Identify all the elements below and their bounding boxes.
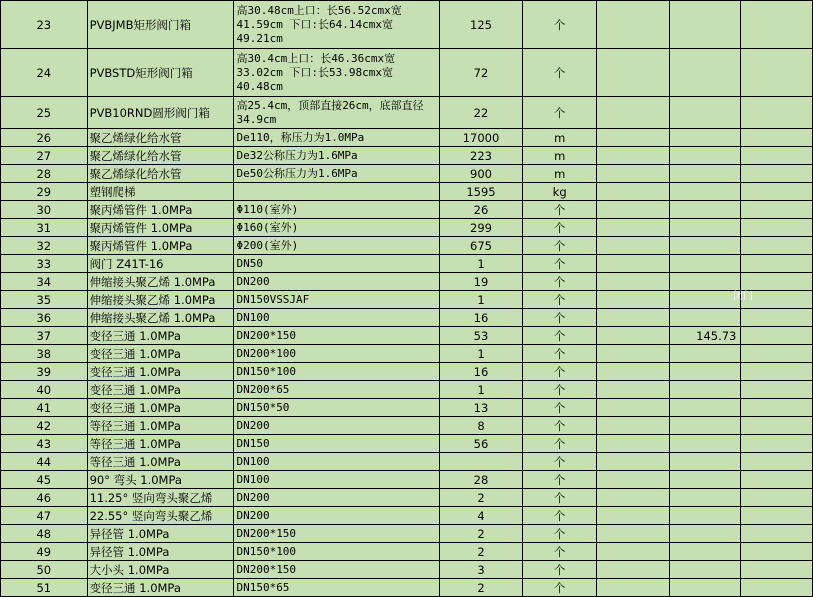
- table-row: [1, 183, 813, 201]
- empty-cell[interactable]: [596, 399, 669, 417]
- specification-cell[interactable]: DN150*100: [234, 543, 439, 561]
- unit-cell[interactable]: m: [523, 165, 597, 183]
- specification-cell[interactable]: DN200*65: [234, 381, 439, 399]
- unit-cell[interactable]: 个: [523, 435, 597, 453]
- empty-cell[interactable]: [741, 561, 813, 579]
- item-name-cell[interactable]: 聚丙烯管件 1.0MPa: [87, 201, 234, 219]
- row-number-cell[interactable]: 23: [1, 1, 88, 49]
- item-name-cell[interactable]: PVBSTD矩形阀门箱: [87, 49, 234, 97]
- empty-cell[interactable]: [741, 201, 813, 219]
- row-number-cell[interactable]: 33: [1, 255, 88, 273]
- stray-cell-text: 闭门: [733, 291, 753, 302]
- empty-cell[interactable]: [596, 97, 669, 129]
- empty-cell[interactable]: [596, 219, 669, 237]
- item-name-cell[interactable]: 大小头 1.0MPa: [87, 561, 234, 579]
- empty-cell[interactable]: [596, 309, 669, 327]
- table-row: [1, 309, 813, 327]
- quantity-cell[interactable]: 2: [439, 579, 523, 597]
- empty-cell[interactable]: [596, 1, 669, 49]
- row-number-cell[interactable]: 35: [1, 291, 88, 309]
- table-row: [1, 129, 813, 147]
- unit-price-cell[interactable]: [669, 453, 741, 471]
- specification-cell[interactable]: DN200: [234, 507, 439, 525]
- empty-cell[interactable]: [596, 291, 669, 309]
- item-name-cell[interactable]: 变径三通 1.0MPa: [87, 381, 234, 399]
- quantity-cell[interactable]: 2: [439, 543, 523, 561]
- unit-price-cell[interactable]: [669, 291, 741, 309]
- row-number-cell[interactable]: 44: [1, 453, 88, 471]
- unit-price-cell[interactable]: [669, 561, 741, 579]
- quantity-cell[interactable]: [439, 453, 523, 471]
- empty-cell[interactable]: [741, 507, 813, 525]
- item-name-cell[interactable]: 90° 弯头 1.0MPa: [87, 471, 234, 489]
- item-name-cell[interactable]: 异径管 1.0MPa: [87, 525, 234, 543]
- unit-price-cell[interactable]: [669, 165, 741, 183]
- unit-cell[interactable]: m: [523, 129, 597, 147]
- specification-cell[interactable]: DN200*150: [234, 525, 439, 543]
- table-row: [1, 579, 813, 597]
- unit-price-cell[interactable]: [669, 237, 741, 255]
- empty-cell[interactable]: [741, 97, 813, 129]
- unit-cell[interactable]: m: [523, 147, 597, 165]
- item-name-cell[interactable]: 聚乙烯绿化给水管: [87, 147, 234, 165]
- unit-cell[interactable]: 个: [523, 399, 597, 417]
- empty-cell[interactable]: [596, 489, 669, 507]
- row-number-cell[interactable]: 45: [1, 471, 88, 489]
- specification-cell[interactable]: DN150*65: [234, 579, 439, 597]
- quantity-cell[interactable]: 675: [439, 237, 523, 255]
- unit-cell[interactable]: 个: [523, 417, 597, 435]
- table-row: [1, 399, 813, 417]
- unit-cell[interactable]: 个: [523, 471, 597, 489]
- unit-price-cell[interactable]: [669, 525, 741, 543]
- unit-price-cell[interactable]: [669, 399, 741, 417]
- item-name-cell[interactable]: 伸缩接头聚乙烯 1.0MPa: [87, 309, 234, 327]
- specification-cell[interactable]: Φ110(室外): [234, 201, 439, 219]
- empty-cell[interactable]: [741, 525, 813, 543]
- table-row: [1, 453, 813, 471]
- unit-cell[interactable]: 个: [523, 579, 597, 597]
- unit-cell[interactable]: 个: [523, 49, 597, 97]
- quantity-cell[interactable]: 53: [439, 327, 523, 345]
- table-row: [1, 363, 813, 381]
- table-row: [1, 381, 813, 399]
- empty-cell[interactable]: [596, 471, 669, 489]
- unit-cell[interactable]: 个: [523, 525, 597, 543]
- empty-cell[interactable]: [741, 345, 813, 363]
- unit-price-cell[interactable]: [669, 345, 741, 363]
- empty-cell[interactable]: [596, 417, 669, 435]
- quantity-cell[interactable]: 13: [439, 399, 523, 417]
- empty-cell[interactable]: [741, 1, 813, 49]
- unit-cell[interactable]: 个: [523, 489, 597, 507]
- empty-cell[interactable]: [741, 327, 813, 345]
- empty-cell[interactable]: [741, 183, 813, 201]
- specification-cell[interactable]: DN200: [234, 417, 439, 435]
- specification-cell[interactable]: DN150*100: [234, 363, 439, 381]
- row-number-cell[interactable]: 50: [1, 561, 88, 579]
- row-number-cell[interactable]: 25: [1, 97, 88, 129]
- unit-price-cell[interactable]: [669, 49, 741, 97]
- empty-cell[interactable]: [741, 363, 813, 381]
- quantity-cell[interactable]: 2: [439, 525, 523, 543]
- table-row: [1, 435, 813, 453]
- item-name-cell[interactable]: 阀门 Z41T-16: [87, 255, 234, 273]
- table-row: [1, 147, 813, 165]
- table-row: [1, 291, 813, 309]
- specification-cell[interactable]: 高25.4cm，顶部直接26cm，底部直径34.9cm: [234, 97, 439, 129]
- empty-cell[interactable]: [596, 255, 669, 273]
- item-name-cell[interactable]: 变径三通 1.0MPa: [87, 363, 234, 381]
- unit-cell[interactable]: 个: [523, 381, 597, 399]
- row-number-cell[interactable]: 37: [1, 327, 88, 345]
- unit-price-cell[interactable]: [669, 579, 741, 597]
- specification-cell[interactable]: DN200*100: [234, 345, 439, 363]
- unit-cell[interactable]: 个: [523, 97, 597, 129]
- unit-price-cell[interactable]: [669, 147, 741, 165]
- specification-cell[interactable]: DN200*150: [234, 327, 439, 345]
- item-name-cell[interactable]: 聚丙烯管件 1.0MPa: [87, 219, 234, 237]
- specification-cell[interactable]: DN200: [234, 273, 439, 291]
- quantity-cell[interactable]: 1: [439, 345, 523, 363]
- table-row: [1, 255, 813, 273]
- unit-price-cell[interactable]: [669, 543, 741, 561]
- table-row: [1, 543, 813, 561]
- unit-price-cell[interactable]: [669, 273, 741, 291]
- specification-cell[interactable]: DN150VSSJAF: [234, 291, 439, 309]
- specification-cell[interactable]: 高30.4cm上口：长46.36cmx宽33.02cm 下口:长53.98cmx宽40.48cm: [234, 49, 439, 97]
- unit-price-cell[interactable]: [669, 417, 741, 435]
- unit-cell[interactable]: 个: [523, 1, 597, 49]
- quantity-cell[interactable]: 28: [439, 471, 523, 489]
- table-row: [1, 525, 813, 543]
- unit-cell[interactable]: kg: [523, 183, 597, 201]
- row-number-cell[interactable]: 27: [1, 147, 88, 165]
- row-number-cell[interactable]: 46: [1, 489, 88, 507]
- empty-cell[interactable]: [596, 147, 669, 165]
- empty-cell[interactable]: [741, 489, 813, 507]
- empty-cell[interactable]: [741, 453, 813, 471]
- table-row: [1, 327, 813, 345]
- row-number-cell[interactable]: 26: [1, 129, 88, 147]
- row-number-cell[interactable]: 41: [1, 399, 88, 417]
- empty-cell[interactable]: [741, 129, 813, 147]
- empty-cell[interactable]: [596, 165, 669, 183]
- empty-cell[interactable]: [741, 435, 813, 453]
- unit-cell[interactable]: 个: [523, 273, 597, 291]
- quantity-cell[interactable]: 26: [439, 201, 523, 219]
- unit-price-cell[interactable]: [669, 201, 741, 219]
- empty-cell[interactable]: [596, 561, 669, 579]
- unit-cell[interactable]: 个: [523, 345, 597, 363]
- table-row: [1, 49, 813, 97]
- item-name-cell[interactable]: 变径三通 1.0MPa: [87, 345, 234, 363]
- table-row: [1, 1, 813, 49]
- quantity-cell[interactable]: 125: [439, 1, 523, 49]
- quantity-cell[interactable]: 1595: [439, 183, 523, 201]
- row-number-cell[interactable]: 42: [1, 417, 88, 435]
- row-number-cell[interactable]: 49: [1, 543, 88, 561]
- empty-cell[interactable]: [596, 345, 669, 363]
- empty-cell[interactable]: [596, 525, 669, 543]
- unit-price-cell[interactable]: [669, 1, 741, 49]
- quantity-cell[interactable]: 56: [439, 435, 523, 453]
- unit-price-cell[interactable]: [669, 219, 741, 237]
- quantity-cell[interactable]: 1: [439, 255, 523, 273]
- specification-cell[interactable]: DN100: [234, 471, 439, 489]
- unit-cell[interactable]: 个: [523, 363, 597, 381]
- row-number-cell[interactable]: 47: [1, 507, 88, 525]
- unit-price-cell[interactable]: [669, 435, 741, 453]
- quantity-cell[interactable]: 8: [439, 417, 523, 435]
- item-name-cell[interactable]: 塑钢爬梯: [87, 183, 234, 201]
- quantity-cell[interactable]: 19: [439, 273, 523, 291]
- quantity-cell[interactable]: 17000: [439, 129, 523, 147]
- table-row: [1, 201, 813, 219]
- unit-price-cell[interactable]: [669, 489, 741, 507]
- quantity-cell[interactable]: 3: [439, 561, 523, 579]
- unit-cell[interactable]: 个: [523, 327, 597, 345]
- unit-cell[interactable]: 个: [523, 237, 597, 255]
- unit-cell[interactable]: 个: [523, 543, 597, 561]
- quantity-cell[interactable]: 900: [439, 165, 523, 183]
- unit-cell[interactable]: 个: [523, 561, 597, 579]
- empty-cell[interactable]: [596, 49, 669, 97]
- unit-price-cell[interactable]: [669, 97, 741, 129]
- unit-cell[interactable]: 个: [523, 255, 597, 273]
- specification-cell[interactable]: DN50: [234, 255, 439, 273]
- item-name-cell[interactable]: 变径三通 1.0MPa: [87, 399, 234, 417]
- empty-cell[interactable]: [741, 471, 813, 489]
- item-name-cell[interactable]: 变径三通 1.0MPa: [87, 327, 234, 345]
- empty-cell[interactable]: [741, 417, 813, 435]
- unit-price-cell[interactable]: [669, 309, 741, 327]
- unit-price-cell[interactable]: [669, 255, 741, 273]
- item-name-cell[interactable]: 22.55° 竖向弯头聚乙烯: [87, 507, 234, 525]
- empty-cell[interactable]: [741, 579, 813, 597]
- table-row: [1, 165, 813, 183]
- unit-price-cell[interactable]: 145.73: [669, 327, 741, 345]
- item-name-cell[interactable]: 伸缩接头聚乙烯 1.0MPa: [87, 273, 234, 291]
- quantity-cell[interactable]: 1: [439, 291, 523, 309]
- unit-cell[interactable]: 个: [523, 219, 597, 237]
- row-number-cell[interactable]: 43: [1, 435, 88, 453]
- row-number-cell[interactable]: 40: [1, 381, 88, 399]
- empty-cell[interactable]: [596, 363, 669, 381]
- unit-price-cell[interactable]: [669, 507, 741, 525]
- specification-cell[interactable]: DN200: [234, 489, 439, 507]
- table-row: [1, 345, 813, 363]
- empty-cell[interactable]: [741, 165, 813, 183]
- empty-cell[interactable]: [741, 49, 813, 97]
- table-row: [1, 471, 813, 489]
- row-number-cell[interactable]: 30: [1, 201, 88, 219]
- unit-cell[interactable]: 个: [523, 453, 597, 471]
- item-name-cell[interactable]: PVB10RND圆形阀门箱: [87, 97, 234, 129]
- quantity-cell[interactable]: 223: [439, 147, 523, 165]
- table-row: [1, 561, 813, 579]
- item-name-cell[interactable]: 等径三通 1.0MPa: [87, 435, 234, 453]
- quantity-cell[interactable]: 16: [439, 363, 523, 381]
- empty-cell[interactable]: [596, 183, 669, 201]
- unit-cell[interactable]: 个: [523, 309, 597, 327]
- row-number-cell[interactable]: 32: [1, 237, 88, 255]
- item-name-cell[interactable]: 等径三通 1.0MPa: [87, 453, 234, 471]
- row-number-cell[interactable]: 39: [1, 363, 88, 381]
- empty-cell[interactable]: [596, 201, 669, 219]
- empty-cell[interactable]: [741, 399, 813, 417]
- specification-cell[interactable]: DN100: [234, 309, 439, 327]
- empty-cell[interactable]: [596, 381, 669, 399]
- item-name-cell[interactable]: 聚丙烯管件 1.0MPa: [87, 237, 234, 255]
- table-row: [1, 273, 813, 291]
- table-row: [1, 507, 813, 525]
- specification-cell[interactable]: De110，称压力为1.0MPa: [234, 129, 439, 147]
- empty-cell[interactable]: [741, 255, 813, 273]
- table-row: [1, 219, 813, 237]
- empty-cell[interactable]: [596, 453, 669, 471]
- row-number-cell[interactable]: 31: [1, 219, 88, 237]
- specification-cell[interactable]: De32公称压力为1.6MPa: [234, 147, 439, 165]
- quantity-cell[interactable]: 72: [439, 49, 523, 97]
- empty-cell[interactable]: [596, 579, 669, 597]
- specification-cell[interactable]: De50公称压力为1.6MPa: [234, 165, 439, 183]
- empty-cell[interactable]: [741, 147, 813, 165]
- item-name-cell[interactable]: 等径三通 1.0MPa: [87, 417, 234, 435]
- empty-cell[interactable]: [596, 129, 669, 147]
- quantity-cell[interactable]: 1: [439, 381, 523, 399]
- quantity-cell[interactable]: 22: [439, 97, 523, 129]
- specification-cell[interactable]: DN150: [234, 435, 439, 453]
- quantity-cell[interactable]: 4: [439, 507, 523, 525]
- empty-cell[interactable]: [596, 273, 669, 291]
- unit-cell[interactable]: 个: [523, 291, 597, 309]
- empty-cell[interactable]: [596, 507, 669, 525]
- quantity-cell[interactable]: 299: [439, 219, 523, 237]
- table-row: [1, 417, 813, 435]
- unit-price-cell[interactable]: [669, 471, 741, 489]
- specification-cell[interactable]: Φ200(室外): [234, 237, 439, 255]
- unit-price-cell[interactable]: [669, 381, 741, 399]
- item-name-cell[interactable]: PVBJMB矩形阀门箱: [87, 1, 234, 49]
- row-number-cell[interactable]: 29: [1, 183, 88, 201]
- item-name-cell[interactable]: 聚乙烯绿化给水管: [87, 129, 234, 147]
- item-name-cell[interactable]: 伸缩接头聚乙烯 1.0MPa: [87, 291, 234, 309]
- empty-cell[interactable]: [741, 219, 813, 237]
- unit-price-cell[interactable]: [669, 363, 741, 381]
- unit-cell[interactable]: 个: [523, 201, 597, 219]
- empty-cell[interactable]: [741, 237, 813, 255]
- empty-cell[interactable]: [741, 381, 813, 399]
- row-number-cell[interactable]: 28: [1, 165, 88, 183]
- item-name-cell[interactable]: 11.25° 竖向弯头聚乙烯: [87, 489, 234, 507]
- empty-cell[interactable]: [596, 237, 669, 255]
- empty-cell[interactable]: [596, 543, 669, 561]
- unit-price-cell[interactable]: [669, 129, 741, 147]
- item-name-cell[interactable]: 变径三通 1.0MPa: [87, 579, 234, 597]
- row-number-cell[interactable]: 38: [1, 345, 88, 363]
- empty-cell[interactable]: [596, 327, 669, 345]
- row-number-cell[interactable]: 24: [1, 49, 88, 97]
- empty-cell[interactable]: [741, 309, 813, 327]
- row-number-cell[interactable]: 34: [1, 273, 88, 291]
- table-row: [1, 97, 813, 129]
- item-name-cell[interactable]: 异径管 1.0MPa: [87, 543, 234, 561]
- unit-cell[interactable]: 个: [523, 507, 597, 525]
- row-number-cell[interactable]: 48: [1, 525, 88, 543]
- table-row: [1, 489, 813, 507]
- unit-price-cell[interactable]: [669, 183, 741, 201]
- specification-cell[interactable]: DN200*150: [234, 561, 439, 579]
- row-number-cell[interactable]: 51: [1, 579, 88, 597]
- row-number-cell[interactable]: 36: [1, 309, 88, 327]
- empty-cell[interactable]: [741, 543, 813, 561]
- quantity-cell[interactable]: 16: [439, 309, 523, 327]
- specification-cell[interactable]: [234, 183, 439, 201]
- item-name-cell[interactable]: 聚乙烯绿化给水管: [87, 165, 234, 183]
- empty-cell[interactable]: [596, 435, 669, 453]
- specification-cell[interactable]: Φ160(室外): [234, 219, 439, 237]
- specification-cell[interactable]: 高30.48cm上口：长56.52cmx宽41.59cm 下口:长64.14cmx宽49.21cm: [234, 1, 439, 49]
- table-row: [1, 237, 813, 255]
- quantity-cell[interactable]: 2: [439, 489, 523, 507]
- specification-cell[interactable]: DN100: [234, 453, 439, 471]
- specification-cell[interactable]: DN150*50: [234, 399, 439, 417]
